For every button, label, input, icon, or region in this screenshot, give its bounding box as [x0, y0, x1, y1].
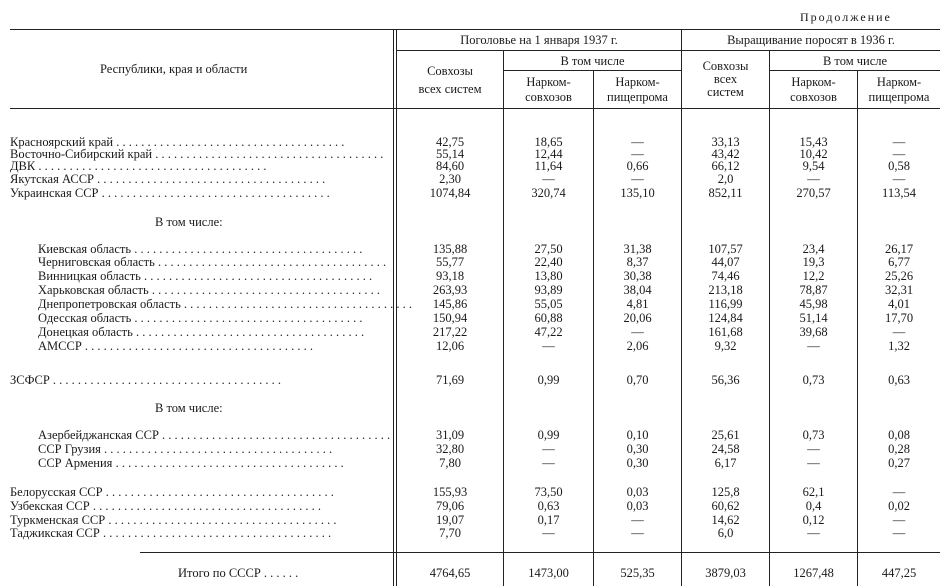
- leader-dots: . . . . . . . . . . . . . . . . . . . . . . . . . . . . . . . . . . . . .: [148, 283, 380, 297]
- table-cell: 0,12: [802, 513, 825, 527]
- row-label-text: Винницкая область: [38, 269, 141, 283]
- header-bottom-rule: [10, 108, 940, 109]
- table-cell: 27,50: [534, 242, 563, 256]
- row-label: [38, 297, 413, 311]
- table-cell: 25,61: [711, 428, 740, 442]
- table-cell: 18,65: [534, 135, 563, 149]
- table-cell: 38,04: [623, 283, 652, 297]
- leader-dots: . . . . . . . . . . . . . . . . . . . . . . . . . . . . . . . . . . . . .: [81, 339, 314, 353]
- table-cell: 263,93: [432, 283, 468, 297]
- row-label: [38, 326, 388, 339]
- leader-dots: . . . . . . . . . . . . . . . . . . . . . . . . . . . . . . . . . . . . .: [113, 135, 345, 149]
- table-cell: 15,43: [799, 135, 828, 149]
- table-cell: —: [631, 526, 644, 540]
- header-sub1: В том числе: [560, 54, 625, 68]
- table-cell: 14,62: [711, 513, 740, 527]
- leader-dots: . . . . . . . . . . . . . . . . . . . . . . . . . . . . . . . . . . . . .: [89, 499, 321, 513]
- table-cell: —: [542, 526, 555, 540]
- table-cell: 11,64: [534, 159, 563, 173]
- table-cell: 93,89: [534, 283, 563, 297]
- row-label: [38, 428, 391, 442]
- header-sovkhozy2-line3: систем: [707, 85, 744, 99]
- row-label-text: Одесская область: [38, 311, 132, 325]
- row-label: [10, 500, 388, 513]
- table-cell: 0,17: [537, 513, 560, 527]
- header-c6-line2: пищепрома: [868, 90, 930, 104]
- row-label-text: Украинская ССР: [10, 186, 99, 200]
- row-label-text: Восточно-Сибирский край: [10, 147, 153, 161]
- leader-dots: . . . . . . . . . . . . . . . . . . . . . . . . . . . . . . . . . . . . .: [154, 255, 387, 269]
- table-cell: 79,06: [435, 499, 465, 513]
- row-label: [38, 443, 388, 456]
- table-cell: 213,18: [708, 283, 743, 297]
- table-cell: 135,88: [432, 242, 468, 256]
- leader-dots: . . . . . . . . . . . . . . . . . . . . . . . . . . . . . . . . . . . . .: [131, 242, 363, 256]
- table-cell: —: [892, 526, 906, 540]
- total-rule: [140, 552, 940, 553]
- table-cell: 852,11: [708, 186, 743, 200]
- table-cell: 55,14: [435, 147, 465, 161]
- table-cell: 0,63: [888, 373, 910, 387]
- table-cell: —: [807, 526, 820, 540]
- total-cell-5: 1267,48: [793, 566, 834, 580]
- row-label: [38, 284, 388, 297]
- table-cell: 0,03: [626, 485, 649, 499]
- group-rule: [397, 50, 940, 51]
- table-cell: 17,70: [884, 311, 914, 325]
- table-cell: —: [542, 442, 555, 456]
- table-cell: 0,58: [888, 159, 910, 173]
- table-cell: 78,87: [799, 283, 828, 297]
- table-cell: 4,81: [626, 297, 649, 311]
- row-label: [10, 486, 388, 499]
- table-cell: 47,22: [534, 325, 563, 339]
- table-cell: —: [542, 339, 555, 353]
- row-label-text: Киевская область: [38, 242, 132, 256]
- table-cell: 26,17: [884, 242, 914, 256]
- table-cell: —: [892, 485, 906, 499]
- leader-dots: . . . . . . . . . . . . . . . . . . . . . . . . . . . . . . . . . . . . .: [105, 513, 337, 527]
- table-cell: 44,07: [711, 255, 740, 269]
- header-sovkhozy1-line2: всех систем: [418, 82, 482, 96]
- table-cell: —: [892, 135, 906, 149]
- row-label-text: ССР Грузия: [38, 442, 101, 456]
- table-cell: —: [631, 147, 644, 161]
- table-cell: 0,99: [537, 373, 560, 387]
- total-label: [178, 567, 298, 580]
- table-cell: 20,06: [623, 311, 652, 325]
- table-cell: 13,80: [534, 269, 563, 283]
- total-cell-4: 3879,03: [705, 566, 746, 580]
- header-sovkhozy1-line1: Совхозы: [427, 64, 473, 78]
- leader-dots: . . . . . . . . . . . . . . . . . . . . . . . . . . . . . . . . . . . . .: [132, 325, 365, 339]
- leader-dots: . . . . . . . . . . . . . . . . . . . . . . . . . . . . . . . . . . . . .: [112, 456, 344, 470]
- header-c5-line1: Нарком-: [791, 75, 836, 89]
- table-cell: 150,94: [432, 311, 468, 325]
- leader-dots: . . . . . . . . . . . . . . . . . . . . . . . . . . . . . . . . . . . . .: [35, 159, 267, 173]
- header-top-rule: [10, 29, 940, 30]
- total-leader-dots: . . . . . .: [260, 566, 299, 580]
- table-cell: 24,58: [711, 442, 740, 456]
- table-cell: 145,86: [432, 297, 468, 311]
- subgroup1-rule: [504, 70, 681, 71]
- table-cell: —: [542, 456, 555, 470]
- row-label: [38, 312, 388, 325]
- leader-dots: . . . . . . . . . . . . . . . . . . . . . . . . . . . . . . . . . . . . .: [180, 297, 413, 311]
- row-label-text: Якутская АССР: [10, 172, 94, 186]
- total-cell-2: 1473,00: [528, 566, 569, 580]
- header-sovkhozy2-line2: всех: [713, 72, 738, 86]
- table-cell: —: [631, 172, 644, 186]
- row-label-text: Красноярский край: [10, 135, 114, 149]
- table-cell: 135,10: [620, 186, 655, 200]
- header-c2-line2: совхозов: [525, 90, 572, 104]
- table-cell: 270,57: [796, 186, 831, 200]
- table-cell: 124,84: [708, 311, 743, 325]
- header-c2-line1: Нарком-: [526, 75, 571, 89]
- leader-dots: . . . . . . . . . . . . . . . . . . . . . . . . . . . . . . . . . . . . .: [49, 373, 282, 387]
- table-cell: 0,99: [537, 428, 560, 442]
- total-label-text: Итого по СССР: [178, 566, 261, 580]
- table-cell: —: [631, 135, 644, 149]
- row-label-text: Харьковская область: [38, 283, 149, 297]
- table-cell: 56,36: [711, 373, 740, 387]
- table-cell: 73,50: [534, 485, 563, 499]
- row-label-text: Донецкая область: [38, 325, 133, 339]
- table-cell: 31,09: [435, 428, 465, 442]
- header-c3-line2: пищепрома: [607, 90, 668, 104]
- leader-dots: . . . . . . . . . . . . . . . . . . . . . . . . . . . . . . . . . . . . .: [102, 485, 334, 499]
- table-cell: 93,18: [435, 269, 465, 283]
- table-cell: 9,32: [714, 339, 737, 353]
- header-c6-line1: Нарком-: [876, 75, 922, 89]
- table-cell: 0,30: [626, 456, 649, 470]
- table-cell: —: [542, 172, 555, 186]
- table-cell: 0,63: [537, 499, 560, 513]
- table-cell: 161,68: [708, 325, 743, 339]
- table-cell: 62,1: [802, 485, 825, 499]
- table-cell: 33,13: [711, 135, 740, 149]
- continuation-label: Продолжение: [800, 10, 892, 24]
- row-label: [38, 457, 388, 470]
- header-c3-line1: Нарком-: [615, 75, 660, 89]
- table-cell: —: [631, 325, 644, 339]
- table-cell: 125,8: [711, 485, 740, 499]
- table-cell: 39,68: [799, 325, 828, 339]
- table-cell: 116,99: [708, 297, 743, 311]
- table-cell: 60,62: [711, 499, 740, 513]
- table-cell: 6,17: [714, 456, 737, 470]
- table-cell: —: [892, 513, 906, 527]
- header-sovkhozy2-line1: Совхозы: [702, 59, 749, 73]
- table-cell: 19,3: [802, 255, 825, 269]
- row-label: [10, 187, 388, 200]
- table-cell: 45,98: [799, 297, 828, 311]
- row-label-text: ДВК: [10, 159, 36, 173]
- table-cell: 0,70: [626, 373, 649, 387]
- table-cell: 217,22: [432, 325, 468, 339]
- row-label-text: АМССР: [38, 339, 82, 353]
- table-cell: 0,73: [802, 428, 825, 442]
- leader-dots: . . . . . . . . . . . . . . . . . . . . . . . . . . . . . . . . . . . . .: [99, 526, 332, 540]
- table-cell: 0,66: [626, 159, 649, 173]
- table-cell: 7,80: [439, 456, 461, 470]
- table-cell: 107,57: [708, 242, 743, 256]
- row-label: [38, 256, 388, 269]
- table-cell: 71,69: [435, 373, 465, 387]
- header-group1: Поголовье на 1 января 1937 г.: [460, 33, 618, 47]
- table-cell: 25,26: [884, 269, 914, 283]
- table-cell: —: [631, 513, 644, 527]
- row-label: [38, 270, 388, 283]
- row-label-text: Туркменская ССР: [10, 513, 106, 527]
- table-cell: —: [807, 172, 820, 186]
- table-cell: 66,12: [711, 159, 740, 173]
- total-cell-6: 447,25: [881, 566, 917, 580]
- total-cell-1: 4764,65: [429, 566, 471, 580]
- table-cell: 8,37: [626, 255, 649, 269]
- subsection-label: В том числе:: [155, 215, 223, 229]
- row-label: [10, 374, 388, 387]
- table-cell: 0,10: [626, 428, 649, 442]
- table-cell: 0,28: [888, 442, 910, 456]
- header-sub2: В том числе: [822, 54, 888, 68]
- table-cell: 32,80: [435, 442, 465, 456]
- table-cell: 6,77: [888, 255, 910, 269]
- table-cell: —: [892, 325, 906, 339]
- table-cell: 30,38: [623, 269, 652, 283]
- table-cell: 0,73: [802, 373, 825, 387]
- subsection-label: В том числе:: [155, 401, 223, 415]
- leader-dots: . . . . . . . . . . . . . . . . . . . . . . . . . . . . . . . . . . . . .: [152, 147, 384, 161]
- row-label: [10, 160, 388, 173]
- row-label-text: Белорусская ССР: [10, 485, 103, 499]
- table-cell: 0,27: [888, 456, 910, 470]
- row-label-text: ССР Армения: [38, 456, 113, 470]
- table-cell: 51,14: [799, 311, 828, 325]
- row-label: [10, 514, 388, 527]
- row-label: [10, 527, 388, 540]
- table-cell: 12,2: [802, 269, 825, 283]
- leader-dots: . . . . . . . . . . . . . . . . . . . . . . . . . . . . . . . . . . . . .: [98, 186, 330, 200]
- table-cell: 0,08: [888, 428, 910, 442]
- table-cell: 23,4: [802, 242, 825, 256]
- table-cell: 31,38: [623, 242, 652, 256]
- table-cell: 2,30: [439, 172, 461, 186]
- table-cell: —: [807, 442, 820, 456]
- table-cell: 32,31: [884, 283, 914, 297]
- table-cell: 74,46: [711, 269, 740, 283]
- header-rowlabel: Республики, края и области: [100, 62, 248, 76]
- table-cell: 113,54: [882, 186, 916, 200]
- header-group2: Выращивание поросят в 1936 г.: [727, 33, 895, 47]
- table-cell: 320,74: [531, 186, 566, 200]
- table-cell: 1,32: [888, 339, 910, 353]
- table-cell: 9,54: [802, 159, 825, 173]
- table-cell: 10,42: [799, 147, 828, 161]
- row-label: [10, 173, 388, 186]
- table-cell: 4,01: [888, 297, 910, 311]
- table-cell: 84,60: [435, 159, 465, 173]
- table-cell: 2,0: [717, 172, 734, 186]
- leader-dots: . . . . . . . . . . . . . . . . . . . . . . . . . . . . . . . . . . . . .: [93, 172, 326, 186]
- table-cell: 7,70: [439, 526, 461, 540]
- table-cell: 22,40: [534, 255, 563, 269]
- table-cell: —: [807, 456, 820, 470]
- table-cell: 19,07: [435, 513, 465, 527]
- subgroup2-rule: [770, 70, 940, 71]
- row-label-text: Узбекская ССР: [10, 499, 90, 513]
- row-label-text: Днепропетровская область: [38, 297, 181, 311]
- leader-dots: . . . . . . . . . . . . . . . . . . . . . . . . . . . . . . . . . . . . .: [140, 269, 373, 283]
- table-cell: 6,0: [717, 526, 734, 540]
- row-label: [38, 243, 388, 256]
- table-cell: —: [892, 172, 906, 186]
- table-cell: 155,93: [432, 485, 468, 499]
- table-cell: 1074,84: [429, 186, 471, 200]
- leader-dots: . . . . . . . . . . . . . . . . . . . . . . . . . . . . . . . . . . . . .: [158, 428, 391, 442]
- row-label: [38, 340, 388, 353]
- table-cell: 0,03: [626, 499, 649, 513]
- table-cell: 0,4: [805, 499, 822, 513]
- table-cell: 55,77: [435, 255, 465, 269]
- table-cell: 12,44: [534, 147, 563, 161]
- table-cell: 42,75: [435, 135, 465, 149]
- table-cell: 2,06: [626, 339, 649, 353]
- leader-dots: . . . . . . . . . . . . . . . . . . . . . . . . . . . . . . . . . . . . .: [131, 311, 363, 325]
- table-cell: 12,06: [435, 339, 465, 353]
- leader-dots: . . . . . . . . . . . . . . . . . . . . . . . . . . . . . . . . . . . . .: [100, 442, 333, 456]
- table-cell: 60,88: [534, 311, 563, 325]
- row-label-text: ЗСФСР: [10, 373, 50, 387]
- header-c5-line2: совхозов: [790, 90, 837, 104]
- row-label-text: Черниговская область: [38, 255, 155, 269]
- table-cell: 55,05: [534, 297, 563, 311]
- table-cell: 0,02: [888, 499, 910, 513]
- total-cell-3: 525,35: [620, 566, 655, 580]
- table-cell: 0,30: [626, 442, 649, 456]
- row-label-text: Таджикская ССР: [10, 526, 100, 540]
- row-label-text: Азербейджанская ССР: [38, 428, 159, 442]
- table-cell: —: [807, 339, 820, 353]
- table-cell: —: [892, 147, 906, 161]
- table-cell: 43,42: [711, 147, 740, 161]
